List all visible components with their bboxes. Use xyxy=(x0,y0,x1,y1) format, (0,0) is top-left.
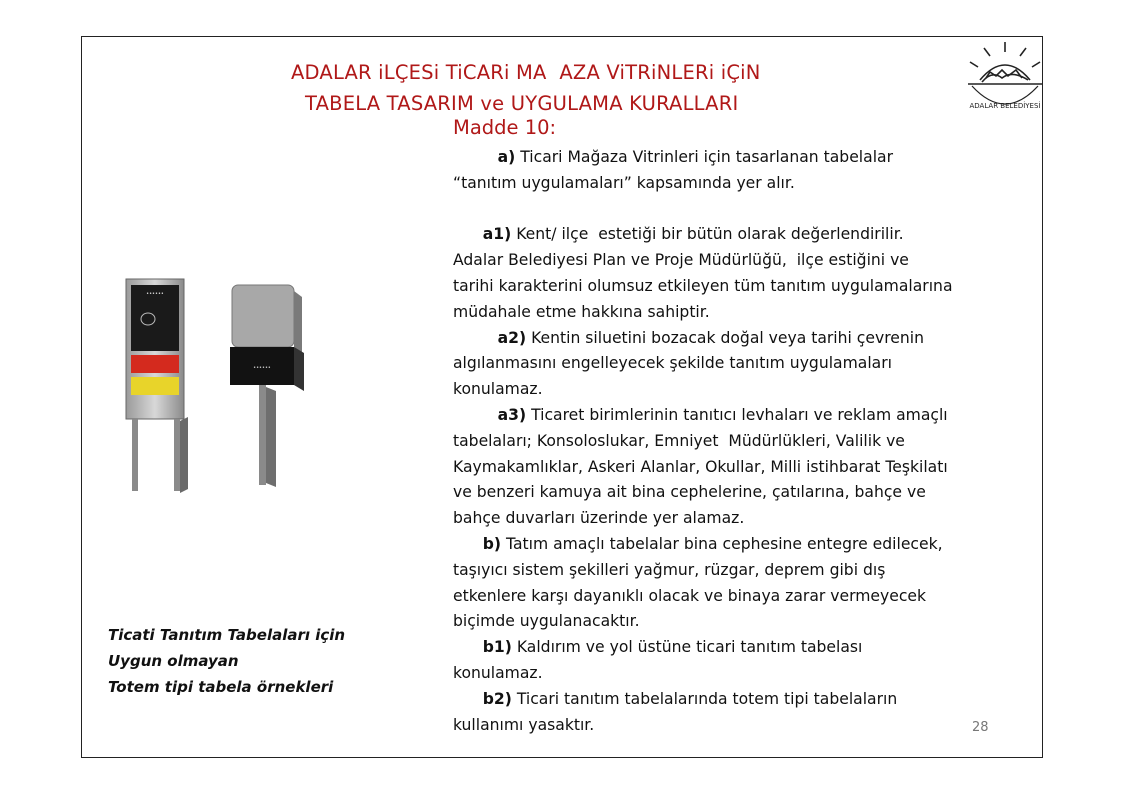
image-caption xyxy=(108,623,345,700)
clause-text: Adalar Belediyesi Plan ve Proje Müdürlüğü, ilçe estiğini ve xyxy=(453,251,909,270)
clause-text: Kent/ ilçe estetiği bir bütün olarak değerlendirilir. xyxy=(511,225,904,244)
clause-text: müdahale etme hakkına sahiptir. xyxy=(453,302,710,321)
clause-label: a2) xyxy=(497,328,527,347)
clause-text: konulamaz. xyxy=(453,380,543,399)
municipality-logo xyxy=(962,40,1048,122)
article-line xyxy=(453,609,1013,635)
article-line xyxy=(453,532,1013,558)
clause-text: “tanıtım uygulamaları” kapsamında yer alır. xyxy=(453,173,795,192)
article-heading: Madde 10: xyxy=(453,116,557,139)
article-line xyxy=(453,506,1013,532)
caption-line-1: Ticati Tanıtım Tabelaları için xyxy=(108,626,346,644)
article-line xyxy=(453,480,1013,506)
clause-text: Tatım amaçlı tabelalar bina cephesine entegre edilecek, xyxy=(501,534,943,553)
totem-sign-left xyxy=(126,279,188,493)
clause-text: ve benzeri kamuya ait bina cephelerine, çatılarına, bahçe ve xyxy=(453,483,926,502)
page-number: 28 xyxy=(972,720,989,735)
article-line xyxy=(453,661,1013,687)
clause-text: tabelaları; Konsoloslukar, Emniyet Müdürlükleri, Valilik ve xyxy=(453,431,905,450)
totem-signs-illustration xyxy=(118,275,358,515)
clause-text: kullanımı yasaktır. xyxy=(453,715,595,734)
article-line xyxy=(453,274,1013,300)
article-line xyxy=(453,222,1013,248)
clause-label: b1) xyxy=(482,638,512,657)
article-body xyxy=(453,145,1013,738)
clause-text: Ticari Mağaza Vitrinleri için tasarlanan tabelalar xyxy=(515,148,893,166)
article-line xyxy=(453,455,1013,481)
article-line xyxy=(453,145,1013,171)
logo-text: ADALAR BELEDİYESİ xyxy=(969,102,1041,110)
article-line xyxy=(453,403,1013,429)
caption-line-3: Totem tipi tabela örnekleri xyxy=(108,677,334,696)
clause-label: b2) xyxy=(482,689,512,708)
article-line xyxy=(453,584,1013,610)
svg-text:••••••: •••••• xyxy=(146,291,164,297)
article-line xyxy=(453,351,1013,377)
article-line xyxy=(453,326,1013,352)
clause-text: Ticaret birimlerinin tanıtıcı levhaları ve reklam amaçlı xyxy=(526,405,948,424)
clause-text: taşıyıcı sistem şekilleri yağmur, rüzgar, deprem gibi dış xyxy=(453,560,886,579)
totem-sign-right xyxy=(230,285,304,487)
clause-label: a3) xyxy=(497,405,527,424)
article-line xyxy=(453,248,1013,274)
clause-text: algılanmasını engelleyecek şekilde tanıtım uygulamaları xyxy=(453,354,892,373)
article-line xyxy=(453,197,1013,223)
clause-text: etkenlere karşı dayanıklı olacak ve binaya zarar vermeyecek xyxy=(453,586,927,605)
title-line-1: ADALAR iLÇESi TiCARi MA AZA ViTRiNLERi iÇiN xyxy=(291,61,761,84)
clause-label: a) xyxy=(497,148,516,166)
article-line xyxy=(453,171,1013,197)
clause-text: Kaldırım ve yol üstüne ticari tanıtım tabelası xyxy=(511,638,863,657)
clause-text: Ticari tanıtım tabelalarında totem tipi tabelaların xyxy=(511,689,898,708)
article-line xyxy=(453,687,1013,713)
clause-text: bahçe duvarları üzerinde yer alamaz. xyxy=(453,509,745,528)
article-line xyxy=(453,713,1013,739)
clause-label: b) xyxy=(482,534,502,553)
article-line xyxy=(453,300,1013,326)
title-line-2: TABELA TASARIM ve UYGULAMA KURALLARI xyxy=(305,92,739,115)
article-line xyxy=(453,429,1013,455)
clause-text: tarihi karakterini olumsuz etkileyen tüm tanıtım uygulamalarına xyxy=(453,276,953,295)
article-line xyxy=(453,558,1013,584)
clause-text: biçimde uygulanacaktır. xyxy=(453,612,640,631)
svg-text:••••••: •••••• xyxy=(253,365,271,371)
caption-line-2: Uygun olmayan xyxy=(108,651,239,670)
slide-frame xyxy=(81,36,1043,758)
article-line xyxy=(453,377,1013,403)
clause-label: a1) xyxy=(482,225,512,244)
clause-text: Kentin siluetini bozacak doğal veya tarihi çevrenin xyxy=(526,328,924,347)
article-line xyxy=(453,635,1013,661)
clause-text: Kaymakamlıklar, Askeri Alanlar, Okullar, Milli istihbarat Teşkilatı xyxy=(453,457,948,476)
clause-text: konulamaz. xyxy=(453,663,543,682)
